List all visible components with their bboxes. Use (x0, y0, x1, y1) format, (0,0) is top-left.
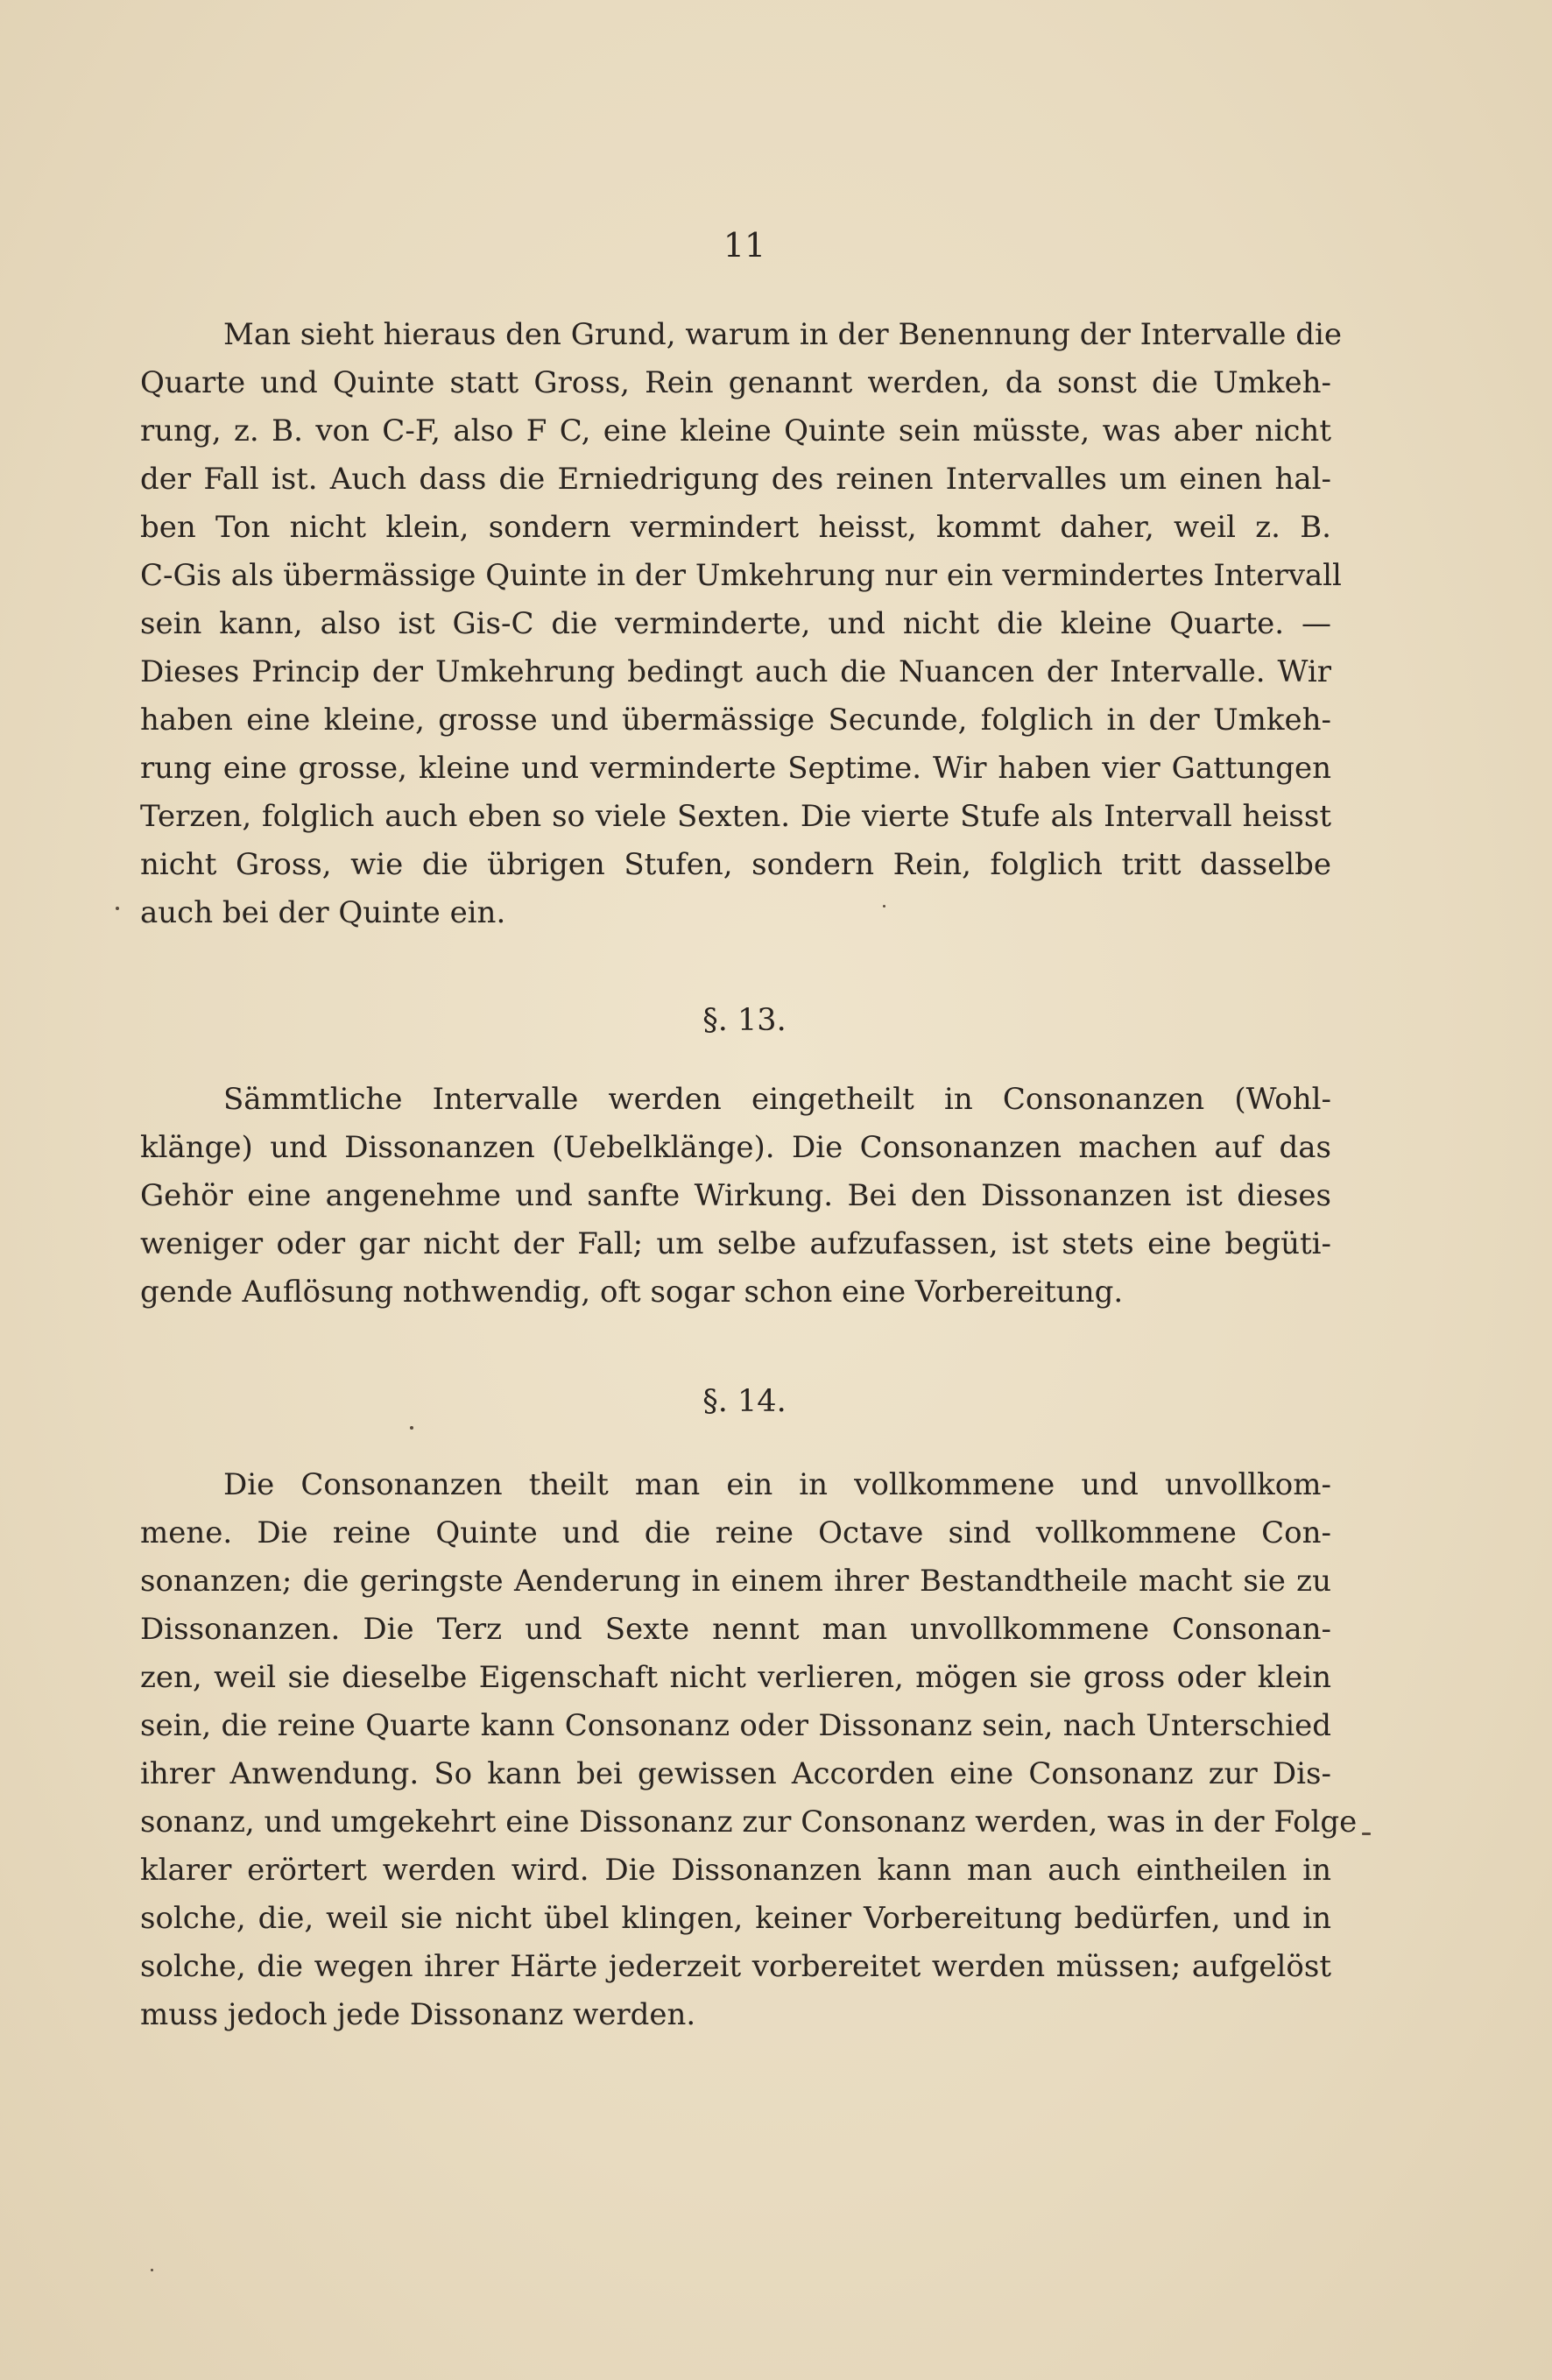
text-line: zen, weil sie dieselbe Eigenschaft nicht verlieren, mögen sie gross oder klein (140, 1660, 1331, 1695)
text-line: C-Gis als übermässige Quinte in der Umkehrung nur ein vermindertes Intervall (140, 558, 1342, 593)
paragraph-3 (140, 1461, 1358, 2039)
text-line: sein kann, also ist Gis-C die verminderte, und nicht die kleine Quarte. — (140, 606, 1331, 641)
text-line: Dieses Princip der Umkehrung bedingt auch die Nuancen der Intervalle. Wir (140, 654, 1331, 689)
text-line: sein, die reine Quarte kann Consonanz oder Dissonanz sein, nach Unterschied (140, 1708, 1331, 1743)
text-line: klänge) und Dissonanzen (Uebelklänge). Die Consonanzen machen auf das (140, 1130, 1331, 1165)
text-line: nicht Gross, wie die übrigen Stufen, sondern Rein, folglich tritt dasselbe (140, 847, 1331, 882)
section-heading-14: §. 14. (702, 1384, 787, 1419)
text-line: Dissonanzen. Die Terz und Sexte nennt man unvollkommene Consonan- (140, 1612, 1331, 1647)
text-line: haben eine kleine, grosse und übermässige Secunde, folglich in der Umkeh- (140, 703, 1331, 738)
paper-speck (151, 2269, 153, 2271)
text-line: Die Consonanzen theilt man ein in vollkommene und unvollkom- (223, 1467, 1331, 1502)
text-line: klarer erörtert werden wird. Die Dissonanzen kann man auch eintheilen in (140, 1853, 1331, 1888)
text-line: sonanzen; die geringste Aenderung in einem ihrer Bestandtheile macht sie zu (140, 1564, 1331, 1599)
text-line: ihrer Anwendung. So kann bei gewissen Accorden eine Consonanz zur Dis- (140, 1756, 1331, 1791)
page-number: 11 (723, 226, 766, 265)
text-line: solche, die, weil sie nicht übel klingen, keiner Vorbereitung bedürfen, und in (140, 1901, 1331, 1936)
section-heading-13: §. 13. (702, 1003, 787, 1038)
text-line: muss jedoch jede Dissonanz werden. (140, 1997, 696, 2032)
text-line: Quarte und Quinte statt Gross, Rein genannt werden, da sonst die Umkeh- (140, 365, 1331, 400)
text-line: solche, die wegen ihrer Härte jederzeit vorbereitet werden müssen; aufgelöst (140, 1949, 1331, 1984)
text-line: Terzen, folglich auch eben so viele Sexten. Die vierte Stufe als Intervall heisst (140, 799, 1331, 834)
paper-speck (883, 905, 885, 908)
text-line: Man sieht hieraus den Grund, warum in der Benennung der Intervalle die (223, 317, 1342, 352)
text-line: ben Ton nicht klein, sondern vermindert heisst, kommt daher, weil z. B. (140, 510, 1331, 545)
paragraph-1 (140, 311, 1342, 937)
text-line: der Fall ist. Auch dass die Erniedrigung des reinen Intervalles um einen hal- (140, 462, 1331, 497)
paper-speck (116, 907, 119, 910)
text-line: gende Auflösung nothwendig, oft sogar schon eine Vorbereitung. (140, 1275, 1124, 1310)
text-line: sonanz, und umgekehrt eine Dissonanz zur Consonanz werden, was in der Folge (140, 1804, 1358, 1840)
paper-speck (1362, 1833, 1371, 1835)
paper-speck (410, 1426, 413, 1430)
text-line: auch bei der Quinte ein. (140, 895, 506, 930)
text-line: weniger oder gar nicht der Fall; um selbe aufzufassen, ist stets eine begüti- (140, 1226, 1331, 1261)
text-line: mene. Die reine Quinte und die reine Octave sind vollkommene Con- (140, 1515, 1331, 1550)
text-line: Gehör eine angenehme und sanfte Wirkung. Bei den Dissonanzen ist dieses (140, 1178, 1331, 1213)
text-line: Sämmtliche Intervalle werden eingetheilt in Consonanzen (Wohl- (223, 1082, 1331, 1117)
text-line: rung eine grosse, kleine und verminderte Septime. Wir haben vier Gattungen (140, 751, 1331, 786)
paragraph-2 (140, 1076, 1331, 1317)
text-line: rung, z. B. von C-F, also F C, eine kleine Quinte sein müsste, was aber nicht (140, 413, 1331, 448)
